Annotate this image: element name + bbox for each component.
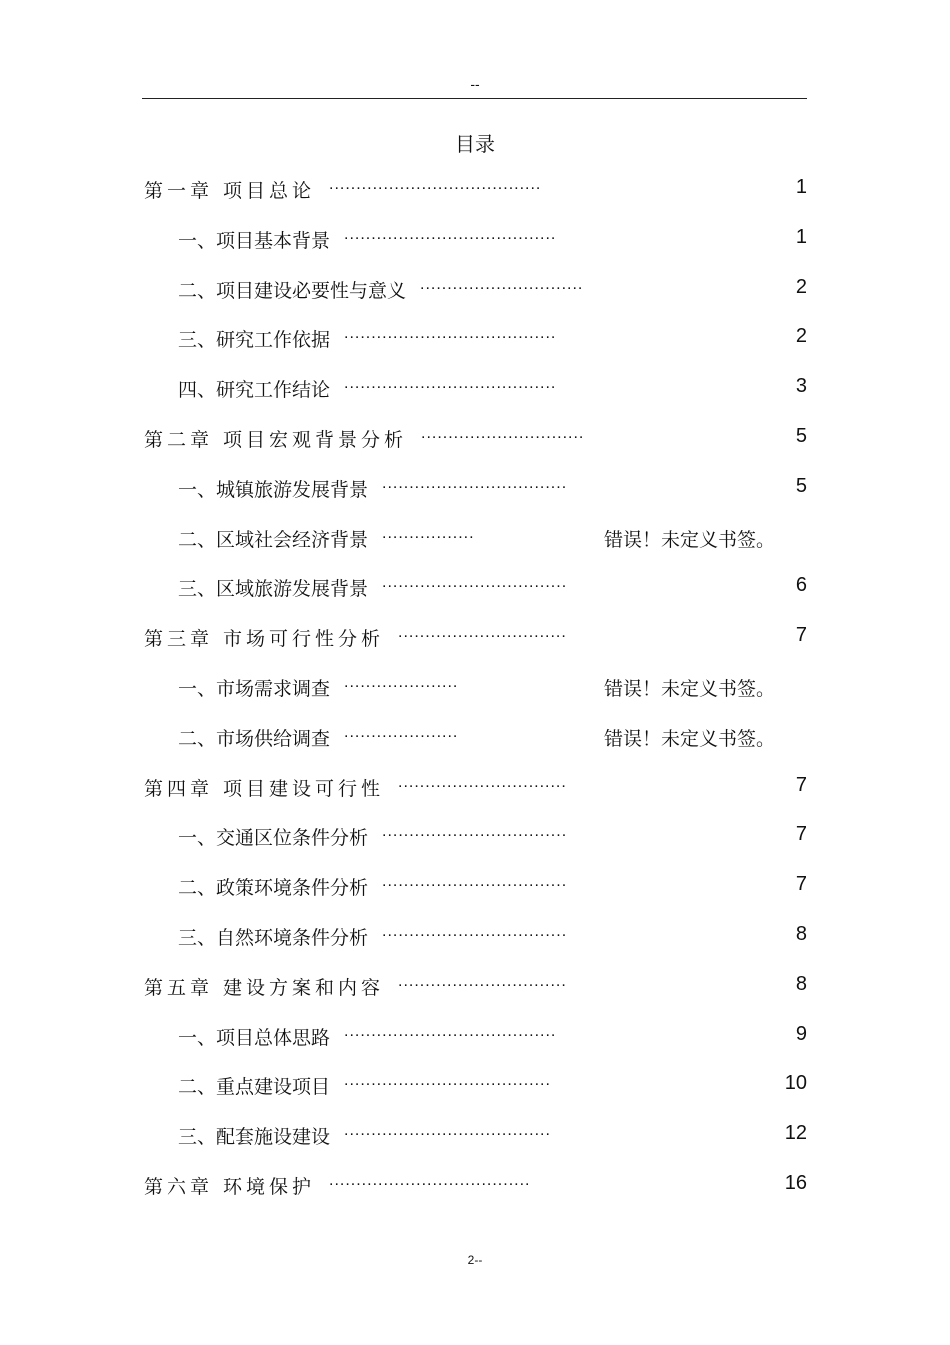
toc-leader-dots: ..................... bbox=[344, 673, 459, 691]
toc-entry-label: 第三章 市场可行性分析 bbox=[144, 628, 385, 651]
toc-entry-label: 三、配套施设建设 bbox=[178, 1126, 331, 1149]
toc-leader-dots: ....................................... bbox=[344, 1022, 557, 1040]
toc-leader-dots: ................. bbox=[382, 524, 475, 542]
toc-entry[interactable] bbox=[142, 1164, 807, 1214]
toc-entry[interactable] bbox=[142, 616, 807, 666]
toc-entry-page-number: 1 bbox=[795, 225, 807, 248]
toc-entry-label: 二、项目建设必要性与意义 bbox=[178, 279, 407, 302]
toc-entry-page-number: 2 bbox=[795, 325, 807, 348]
toc-leader-dots: .................................. bbox=[382, 873, 568, 891]
toc-entry-label: 二、重点建设项目 bbox=[178, 1076, 331, 1099]
toc-entry[interactable] bbox=[142, 666, 807, 716]
toc-entry[interactable] bbox=[142, 367, 807, 417]
toc-entry-page-number: 5 bbox=[795, 474, 807, 497]
toc-leader-dots: ....................................... bbox=[344, 325, 557, 343]
toc-entry-page-number: 9 bbox=[795, 1022, 807, 1045]
toc-entry-page-number: 10 bbox=[784, 1072, 807, 1095]
toc-leader-dots: ...................................... bbox=[344, 1122, 551, 1140]
toc-entry-label: 四、研究工作结论 bbox=[178, 379, 331, 402]
toc-entry-label: 第一章 项目总论 bbox=[144, 180, 316, 202]
toc-entry-page-number: 16 bbox=[784, 1171, 807, 1194]
toc-entry-page-number: 8 bbox=[795, 922, 807, 945]
toc-entry[interactable] bbox=[142, 865, 807, 915]
toc-entry[interactable] bbox=[142, 1064, 807, 1114]
toc-leader-dots: ..................... bbox=[344, 723, 459, 741]
toc-entry-page-number: 3 bbox=[795, 375, 807, 398]
toc-entry[interactable] bbox=[142, 965, 807, 1015]
toc-leader-dots: .................................. bbox=[382, 474, 568, 492]
toc-entry[interactable] bbox=[142, 915, 807, 965]
page-header: -- bbox=[470, 76, 480, 92]
toc-entry-page-number: 7 bbox=[795, 873, 807, 896]
toc-entry-page-number: 7 bbox=[795, 823, 807, 846]
toc-entry-error: 错误！未定义书签。 bbox=[604, 528, 776, 551]
toc-leader-dots: .................................. bbox=[382, 823, 568, 841]
table-of-contents bbox=[142, 168, 807, 1214]
toc-entry-label: 第四章 项目建设可行性 bbox=[144, 777, 385, 800]
toc-entry-page-number: 8 bbox=[795, 972, 807, 995]
toc-entry-page-number: 7 bbox=[795, 624, 807, 647]
toc-leader-dots: ...................................... bbox=[344, 1072, 551, 1090]
toc-entry-label: 一、城镇旅游发展背景 bbox=[178, 478, 369, 501]
toc-entry-label: 三、自然环境条件分析 bbox=[178, 926, 369, 949]
header-rule bbox=[142, 98, 807, 99]
toc-entry[interactable] bbox=[142, 317, 807, 367]
toc-entry-label: 一、市场需求调查 bbox=[178, 677, 331, 700]
toc-leader-dots: .................................. bbox=[382, 922, 568, 940]
toc-leader-dots: ............................... bbox=[398, 624, 567, 642]
toc-entry[interactable] bbox=[142, 467, 807, 517]
toc-entry-label: 二、政策环境条件分析 bbox=[178, 877, 369, 900]
toc-leader-dots: ............................... bbox=[398, 972, 567, 990]
toc-entry-page-number: 7 bbox=[795, 773, 807, 796]
toc-entry-label: 三、研究工作依据 bbox=[178, 329, 331, 352]
toc-leader-dots: ....................................... bbox=[344, 225, 557, 243]
toc-leader-dots: .............................. bbox=[421, 424, 585, 442]
toc-leader-dots: ............................... bbox=[398, 773, 567, 791]
toc-entry-page-number: 6 bbox=[795, 574, 807, 597]
toc-entry-label: 第二章 项目宏观背景分析 bbox=[144, 428, 408, 451]
toc-entry-page-number: 5 bbox=[795, 424, 807, 447]
toc-leader-dots: ..................................... bbox=[329, 1171, 531, 1189]
toc-entry-error: 错误！未定义书签。 bbox=[604, 727, 776, 750]
toc-entry[interactable] bbox=[142, 268, 807, 318]
toc-entry[interactable] bbox=[142, 417, 807, 467]
toc-entry-page-number: 1 bbox=[795, 176, 807, 198]
toc-entry-label: 第六章 环境保护 bbox=[144, 1175, 316, 1198]
toc-entry-label: 一、交通区位条件分析 bbox=[178, 827, 369, 850]
toc-entry-page-number: 2 bbox=[795, 275, 807, 298]
toc-entry-label: 二、区域社会经济背景 bbox=[178, 528, 369, 551]
toc-entry-label: 第五章 建设方案和内容 bbox=[144, 976, 385, 999]
toc-entry[interactable] bbox=[142, 218, 807, 268]
toc-entry[interactable] bbox=[142, 815, 807, 865]
toc-entry[interactable] bbox=[142, 1114, 807, 1164]
toc-entry-label: 一、项目基本背景 bbox=[178, 229, 331, 252]
toc-entry-label: 二、市场供给调查 bbox=[178, 727, 331, 750]
toc-entry-page-number: 12 bbox=[784, 1122, 807, 1145]
toc-entry[interactable] bbox=[142, 1015, 807, 1065]
toc-leader-dots: .............................. bbox=[420, 275, 584, 293]
toc-leader-dots: ....................................... bbox=[344, 375, 557, 393]
toc-entry-label: 一、项目总体思路 bbox=[178, 1026, 331, 1049]
toc-leader-dots: .................................. bbox=[382, 574, 568, 592]
toc-entry[interactable] bbox=[142, 517, 807, 567]
toc-entry[interactable] bbox=[142, 566, 807, 616]
page-footer: 2-- bbox=[467, 1253, 483, 1267]
toc-entry[interactable] bbox=[142, 168, 807, 218]
toc-entry-label: 三、区域旅游发展背景 bbox=[178, 578, 369, 601]
toc-entry[interactable] bbox=[142, 766, 807, 816]
toc-entry[interactable] bbox=[142, 716, 807, 766]
toc-leader-dots: ....................................... bbox=[329, 176, 542, 193]
toc-title: 目录 bbox=[455, 132, 495, 156]
toc-entry-error: 错误！未定义书签。 bbox=[604, 677, 776, 700]
